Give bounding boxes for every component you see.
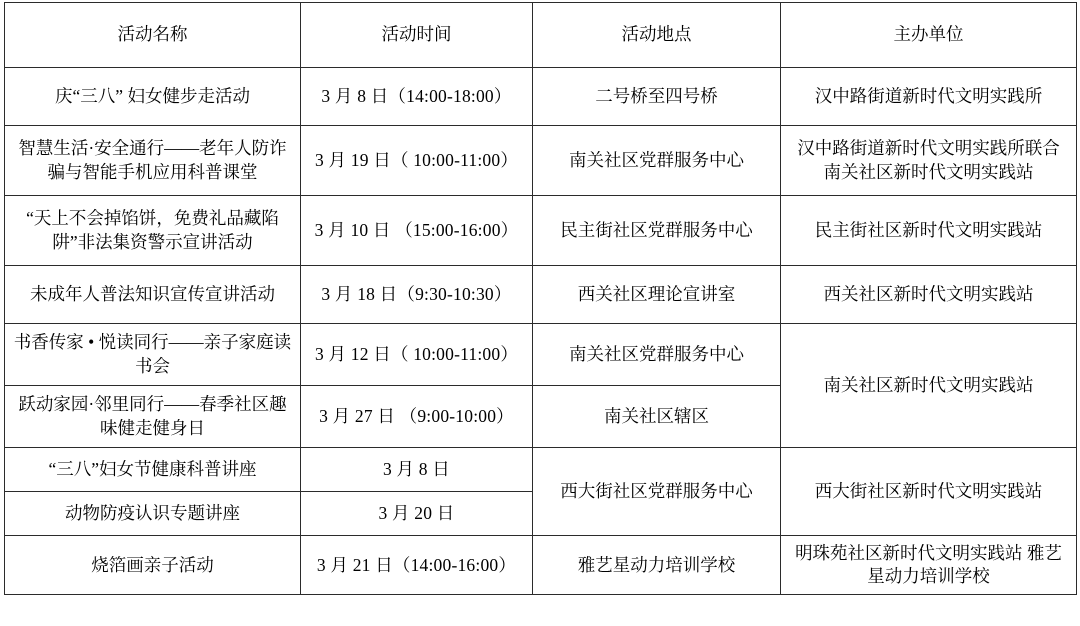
cell-activity-name: 书香传家 • 悦读同行——亲子家庭读书会 <box>5 324 301 386</box>
header-activity-name: 活动名称 <box>5 3 301 68</box>
cell-activity-name: 跃动家园·邻里同行——春季社区趣味健走健身日 <box>5 386 301 448</box>
cell-activity-place: 南关社区党群服务中心 <box>533 126 781 196</box>
cell-organizer: 西关社区新时代文明实践站 <box>781 266 1077 324</box>
header-activity-place: 活动地点 <box>533 3 781 68</box>
cell-activity-place: 二号桥至四号桥 <box>533 68 781 126</box>
cell-activity-name: 庆“三八” 妇女健步走活动 <box>5 68 301 126</box>
table-row <box>5 536 1077 595</box>
cell-activity-place: 西关社区理论宣讲室 <box>533 266 781 324</box>
table-row <box>5 324 1077 386</box>
table-header-row <box>5 3 1077 68</box>
cell-activity-time: 3 月 8 日 <box>301 448 533 492</box>
cell-activity-time: 3 月 21 日（14:00-16:00） <box>301 536 533 595</box>
cell-organizer: 西大街社区新时代文明实践站 <box>781 448 1077 536</box>
cell-activity-place: 雅艺星动力培训学校 <box>533 536 781 595</box>
table-row <box>5 448 1077 492</box>
cell-activity-name: 未成年人普法知识宣传宣讲活动 <box>5 266 301 324</box>
cell-organizer: 明珠苑社区新时代文明实践站 雅艺星动力培训学校 <box>781 536 1077 595</box>
document-page <box>0 2 1080 626</box>
cell-organizer: 汉中路街道新时代文明实践所联合南关社区新时代文明实践站 <box>781 126 1077 196</box>
cell-activity-time: 3 月 27 日 （9:00-10:00） <box>301 386 533 448</box>
cell-organizer: 南关社区新时代文明实践站 <box>781 324 1077 448</box>
header-activity-time: 活动时间 <box>301 3 533 68</box>
cell-activity-place: 西大街社区党群服务中心 <box>533 448 781 536</box>
cell-activity-time: 3 月 8 日（14:00-18:00） <box>301 68 533 126</box>
cell-organizer: 汉中路街道新时代文明实践所 <box>781 68 1077 126</box>
table-header <box>5 3 1077 68</box>
header-organizer: 主办单位 <box>781 3 1077 68</box>
table-row <box>5 196 1077 266</box>
cell-organizer: 民主街社区新时代文明实践站 <box>781 196 1077 266</box>
cell-activity-name: “天上不会掉馅饼，免费礼品藏陷阱”非法集资警示宣讲活动 <box>5 196 301 266</box>
table-row <box>5 68 1077 126</box>
table-row <box>5 126 1077 196</box>
cell-activity-time: 3 月 19 日（ 10:00-11:00） <box>301 126 533 196</box>
table-body <box>5 68 1077 595</box>
cell-activity-place: 民主街社区党群服务中心 <box>533 196 781 266</box>
cell-activity-name: “三八”妇女节健康科普讲座 <box>5 448 301 492</box>
cell-activity-name: 智慧生活·安全通行——老年人防诈骗与智能手机应用科普课堂 <box>5 126 301 196</box>
cell-activity-time: 3 月 12 日（ 10:00-11:00） <box>301 324 533 386</box>
cell-activity-place: 南关社区辖区 <box>533 386 781 448</box>
table-row <box>5 266 1077 324</box>
cell-activity-name: 动物防疫认识专题讲座 <box>5 492 301 536</box>
cell-activity-name: 烧箔画亲子活动 <box>5 536 301 595</box>
cell-activity-place: 南关社区党群服务中心 <box>533 324 781 386</box>
cell-activity-time: 3 月 20 日 <box>301 492 533 536</box>
cell-activity-time: 3 月 18 日（9:30-10:30） <box>301 266 533 324</box>
cell-activity-time: 3 月 10 日 （15:00-16:00） <box>301 196 533 266</box>
activity-schedule-table <box>4 2 1077 595</box>
